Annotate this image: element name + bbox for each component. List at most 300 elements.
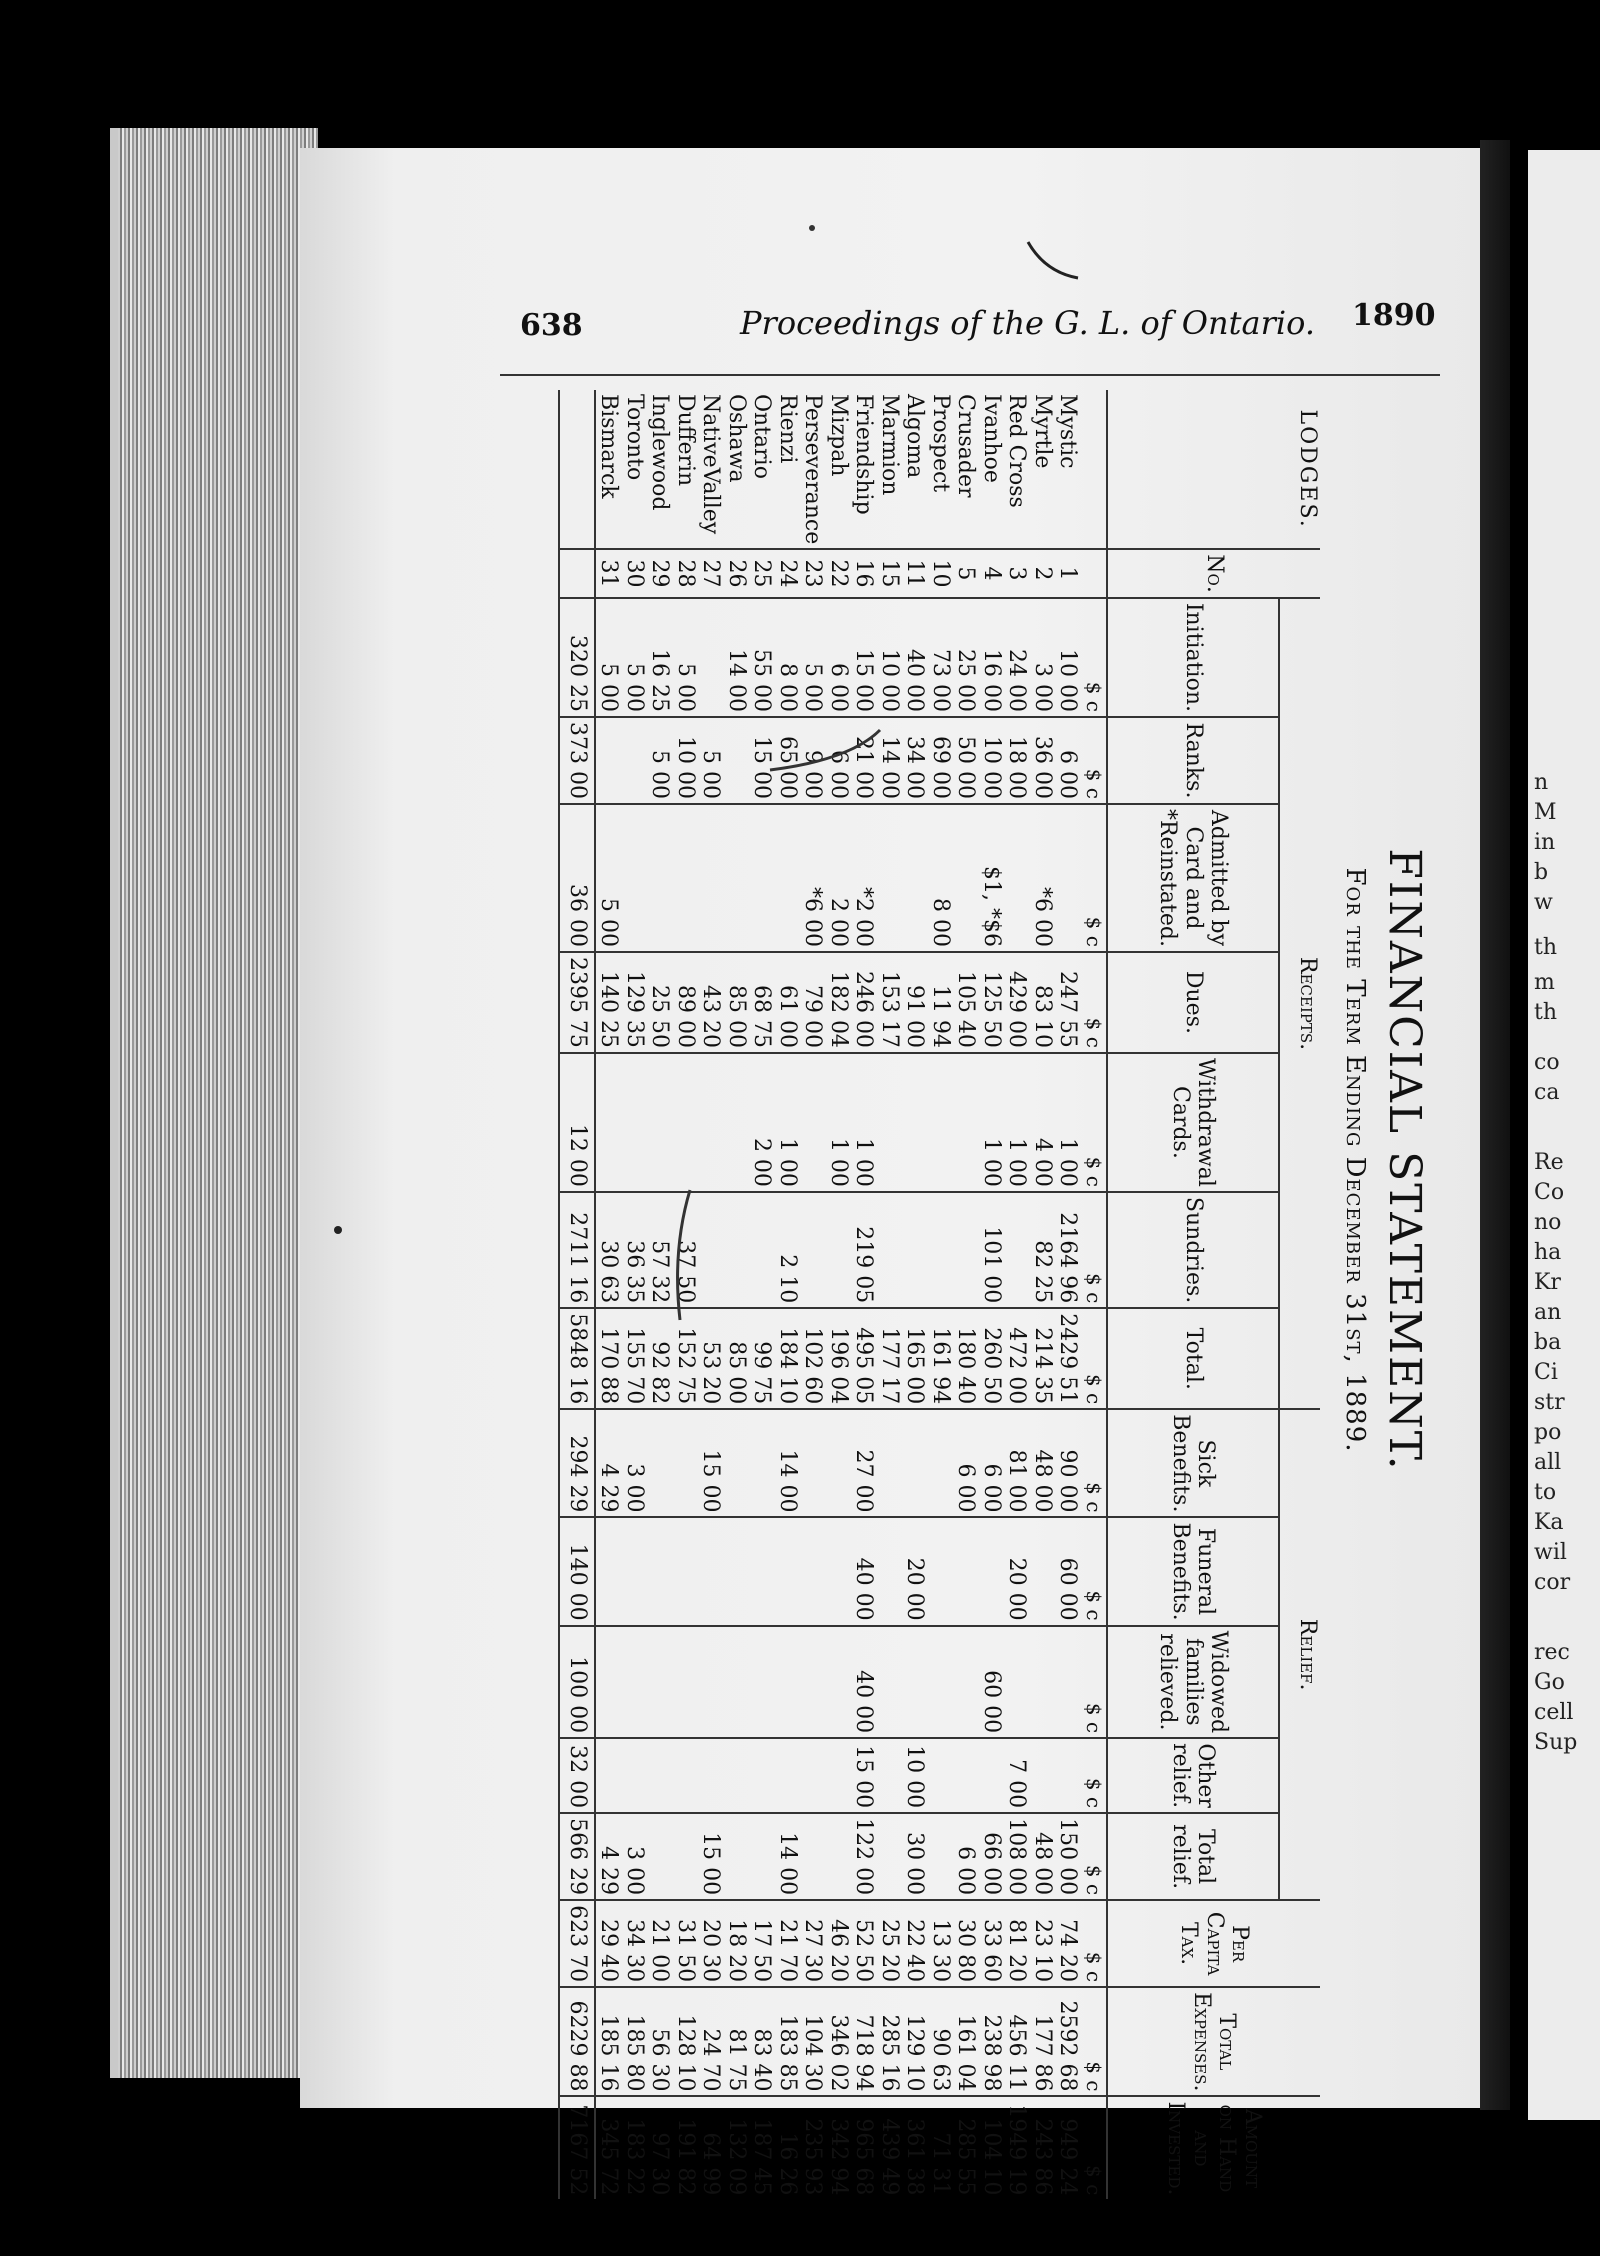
cell-dues: 125 50 <box>979 952 1005 1053</box>
total-initiation: 320 25 <box>560 598 596 717</box>
page-year: 1890 <box>1352 298 1436 333</box>
cell-total: 260 50 <box>979 1308 1005 1409</box>
cell-sick <box>647 1409 673 1517</box>
cell-other <box>800 1738 826 1813</box>
cell-sick: 6 00 <box>953 1409 979 1517</box>
cell-initiation: 25 00 <box>953 598 979 717</box>
next-page-fragment <box>1528 150 1600 2120</box>
cell-ranks: 5 00 <box>647 717 673 804</box>
cell-ranks: 9 00 <box>800 717 826 804</box>
cell-sundries: 37 50 <box>673 1192 699 1308</box>
lodge-name: Toronto <box>622 394 647 481</box>
unit-label: $ c <box>1081 598 1108 717</box>
cell-per-capita: 23 10 <box>1030 1900 1056 1987</box>
next-page-text: in <box>1534 830 1556 855</box>
cell-on-hand: 183 22 <box>622 2096 648 2199</box>
table-row <box>953 390 979 2199</box>
cell-ranks: 6 00 <box>1055 717 1081 804</box>
cell-widowed <box>698 1626 724 1739</box>
cell-dues: 61 00 <box>775 952 801 1053</box>
cell-initiation: 6 00 <box>826 598 852 717</box>
cell-funeral <box>800 1517 826 1625</box>
unit-label: $ c <box>1081 1813 1108 1900</box>
cell-funeral <box>1030 1517 1056 1625</box>
next-page-text: M <box>1534 800 1557 825</box>
cell-total-relief: 6 00 <box>953 1813 979 1900</box>
cell-on-hand: 71 31 <box>928 2096 954 2199</box>
cell-sundries <box>800 1192 826 1308</box>
lodge-name: NativeValley <box>698 394 724 535</box>
cell-total: 161 94 <box>928 1308 954 1409</box>
table-row <box>775 390 801 2199</box>
cell-widowed <box>953 1626 979 1739</box>
cell-sundries: 219 05 <box>851 1192 877 1308</box>
col-on-hand: Amount on Hand and Invested. <box>1107 2096 1320 2199</box>
cell-funeral <box>877 1517 903 1625</box>
cell-widowed <box>749 1626 775 1739</box>
header-rule <box>500 374 1440 376</box>
cell-on-hand: 97 30 <box>647 2096 673 2199</box>
cell-sundries: 36 35 <box>622 1192 648 1308</box>
cell-sundries <box>877 1192 903 1308</box>
cell-dues: 85 00 <box>724 952 750 1053</box>
cell-admitted <box>877 804 903 952</box>
table-row <box>595 390 622 2199</box>
cell-other <box>673 1738 699 1813</box>
cell-dues: 129 35 <box>622 952 648 1053</box>
cell-per-capita: 25 20 <box>877 1900 903 1987</box>
cell-total-relief <box>928 1813 954 1900</box>
cell-ranks: 5 00 <box>698 717 724 804</box>
cell-per-capita: 18 20 <box>724 1900 750 1987</box>
lodge-number: 5 <box>953 549 979 598</box>
cell-on-hand: 16 26 <box>775 2096 801 2199</box>
cell-funeral: 20 00 <box>902 1517 928 1625</box>
col-funeral: Funeral Benefits. <box>1107 1517 1279 1625</box>
financial-statement <box>410 380 1450 2196</box>
col-no: No. <box>1107 549 1320 598</box>
next-page-text: po <box>1534 1420 1562 1445</box>
cell-per-capita: 27 30 <box>800 1900 826 1987</box>
total-ranks: 373 00 <box>560 717 596 804</box>
col-sick: Sick Benefits. <box>1107 1409 1279 1517</box>
total-sick: 294 29 <box>560 1409 596 1517</box>
cell-sundries: 30 63 <box>595 1192 622 1308</box>
cell-admitted <box>1055 804 1081 952</box>
cell-admitted <box>775 804 801 952</box>
cell-withdrawal: 1 00 <box>979 1053 1005 1192</box>
cell-admitted <box>902 804 928 952</box>
cell-total: 495 05 <box>851 1308 877 1409</box>
cell-sick: 3 00 <box>622 1409 648 1517</box>
lodge-number: 30 <box>622 549 648 598</box>
next-page-text: th <box>1534 935 1558 960</box>
cell-widowed <box>902 1626 928 1739</box>
cell-ranks: 21 00 <box>851 717 877 804</box>
cell-total: 196 04 <box>826 1308 852 1409</box>
col-expenses: Total Expenses. <box>1107 1987 1320 2096</box>
table-row <box>1055 390 1081 2199</box>
cell-on-hand: 243 86 <box>1030 2096 1056 2199</box>
cell-initiation: 5 00 <box>622 598 648 717</box>
cell-funeral <box>775 1517 801 1625</box>
cell-expenses: 81 75 <box>724 1987 750 2096</box>
cell-dues: 153 17 <box>877 952 903 1053</box>
cell-widowed: 40 00 <box>851 1626 877 1739</box>
total-sundries: 2711 16 <box>560 1192 596 1308</box>
lodge-name: Oshawa <box>724 394 749 483</box>
cell-dues: 79 00 <box>800 952 826 1053</box>
cell-on-hand: 949 24 <box>1055 2096 1081 2199</box>
next-page-text: no <box>1534 1210 1562 1235</box>
table-row <box>1030 390 1056 2199</box>
cell-widowed <box>724 1626 750 1739</box>
cell-expenses: 90 63 <box>928 1987 954 2096</box>
cell-initiation: 16 25 <box>647 598 673 717</box>
relief-heading: Relief. <box>1279 1409 1320 1900</box>
cell-per-capita: 21 00 <box>647 1900 673 1987</box>
next-page-text: to <box>1534 1480 1557 1505</box>
unit-label: $ c <box>1081 1987 1108 2096</box>
unit-label: $ c <box>1081 1517 1108 1625</box>
total-widowed: 100 00 <box>560 1626 596 1739</box>
cell-funeral <box>953 1517 979 1625</box>
cell-sick: 48 00 <box>1030 1409 1056 1517</box>
next-page-text: Re <box>1534 1150 1564 1175</box>
cell-ranks: 6 00 <box>826 717 852 804</box>
table-row <box>800 390 826 2199</box>
cell-other <box>647 1738 673 1813</box>
cell-admitted <box>698 804 724 952</box>
cell-initiation: 3 00 <box>1030 598 1056 717</box>
next-page-text: ca <box>1534 1080 1560 1105</box>
table-row <box>1004 390 1030 2199</box>
cell-sick: 81 00 <box>1004 1409 1030 1517</box>
next-page-text: cell <box>1534 1700 1574 1725</box>
next-page-text: ba <box>1534 1330 1562 1355</box>
total-per-capita: 623 70 <box>560 1900 596 1987</box>
cell-admitted <box>673 804 699 952</box>
cell-ranks <box>724 717 750 804</box>
cell-on-hand: 104 10 <box>979 2096 1005 2199</box>
cell-initiation: 15 00 <box>851 598 877 717</box>
cell-sick: 4 29 <box>595 1409 622 1517</box>
lodges-heading: LODGES. <box>1107 390 1320 549</box>
cell-total: 184 10 <box>775 1308 801 1409</box>
unit-label: $ c <box>1081 1192 1108 1308</box>
lodge-name: Ivanhoe <box>979 394 1004 483</box>
next-page-text: n <box>1534 770 1549 795</box>
cell-other <box>1030 1738 1056 1813</box>
cell-expenses: 285 16 <box>877 1987 903 2096</box>
cell-other <box>595 1738 622 1813</box>
cell-withdrawal: 1 00 <box>826 1053 852 1192</box>
lodge-number: 16 <box>851 549 877 598</box>
page-header <box>520 298 1436 348</box>
cell-total-relief <box>749 1813 775 1900</box>
cell-widowed <box>928 1626 954 1739</box>
cell-other <box>953 1738 979 1813</box>
cell-total: 214 35 <box>1030 1308 1056 1409</box>
lodge-number: 24 <box>775 549 801 598</box>
lodge-number: 11 <box>902 549 928 598</box>
cell-per-capita: 30 80 <box>953 1900 979 1987</box>
cell-admitted <box>647 804 673 952</box>
cell-total: 472 00 <box>1004 1308 1030 1409</box>
table-row <box>622 390 648 2199</box>
cell-withdrawal: 1 00 <box>1055 1053 1081 1192</box>
cell-per-capita: 46 20 <box>826 1900 852 1987</box>
cell-on-hand: 285 55 <box>953 2096 979 2199</box>
cell-withdrawal <box>622 1053 648 1192</box>
lodge-name: Red Cross <box>1004 394 1030 508</box>
cell-widowed <box>1030 1626 1056 1739</box>
cell-ranks: 14 00 <box>877 717 903 804</box>
table-body <box>560 390 1108 2199</box>
cell-withdrawal: 1 00 <box>851 1053 877 1192</box>
cell-other <box>749 1738 775 1813</box>
cell-ranks <box>622 717 648 804</box>
cell-total: 155 70 <box>622 1308 648 1409</box>
cell-admitted <box>724 804 750 952</box>
cell-total-relief <box>826 1813 852 1900</box>
cell-widowed <box>673 1626 699 1739</box>
cell-sundries <box>724 1192 750 1308</box>
cell-sundries <box>953 1192 979 1308</box>
cell-sundries <box>698 1192 724 1308</box>
cell-widowed <box>775 1626 801 1739</box>
total-total: 5848 16 <box>560 1308 596 1409</box>
cell-other <box>979 1738 1005 1813</box>
lodge-name: Rienzi <box>775 394 800 464</box>
total-dues: 2395 75 <box>560 952 596 1053</box>
cell-total-relief: 14 00 <box>775 1813 801 1900</box>
cell-sick <box>800 1409 826 1517</box>
unit-label: $ c <box>1081 1053 1108 1192</box>
col-sundries: Sundries. <box>1107 1192 1279 1308</box>
next-page-text: Kr <box>1534 1270 1561 1295</box>
lodge-name: Prospect <box>928 394 953 493</box>
table-row <box>647 390 673 2199</box>
cell-expenses: 104 30 <box>800 1987 826 2096</box>
receipts-heading: Receipts. <box>1279 598 1320 1409</box>
statement-title: FINANCIAL STATEMENT. <box>1379 848 1430 1472</box>
cell-sundries: 101 00 <box>979 1192 1005 1308</box>
cell-withdrawal <box>595 1053 622 1192</box>
cell-expenses: 177 86 <box>1030 1987 1056 2096</box>
cell-total: 85 00 <box>724 1308 750 1409</box>
table-row <box>698 390 724 2199</box>
cell-dues: 89 00 <box>673 952 699 1053</box>
cell-admitted: 5 00 <box>595 804 622 952</box>
cell-per-capita: 17 50 <box>749 1900 775 1987</box>
cell-total: 165 00 <box>902 1308 928 1409</box>
cell-total-relief <box>647 1813 673 1900</box>
cell-total-relief: 30 00 <box>902 1813 928 1900</box>
cell-per-capita: 52 50 <box>851 1900 877 1987</box>
lodge-number: 10 <box>928 549 954 598</box>
table-row <box>979 390 1005 2199</box>
total-expenses: 6229 88 <box>560 1987 596 2096</box>
cell-sick <box>877 1409 903 1517</box>
cell-admitted: *6 00 <box>1030 804 1056 952</box>
cell-sundries <box>902 1192 928 1308</box>
cell-initiation: 8 00 <box>775 598 801 717</box>
total-other: 32 00 <box>560 1738 596 1813</box>
cell-funeral <box>698 1517 724 1625</box>
cell-funeral <box>979 1517 1005 1625</box>
next-page-text: rec <box>1534 1640 1570 1665</box>
cell-expenses: 24 70 <box>698 1987 724 2096</box>
lodge-number: 29 <box>647 549 673 598</box>
cell-total: 152 75 <box>673 1308 699 1409</box>
cell-funeral <box>622 1517 648 1625</box>
statement-subtitle: For the Term Ending December 31st, 1889. <box>1340 867 1370 1453</box>
cell-withdrawal: 1 00 <box>1004 1053 1030 1192</box>
cell-withdrawal <box>902 1053 928 1192</box>
cell-sick <box>826 1409 852 1517</box>
lodge-number: 31 <box>595 549 622 598</box>
cell-initiation <box>698 598 724 717</box>
cell-widowed <box>1004 1626 1030 1739</box>
cell-initiation: 5 00 <box>800 598 826 717</box>
next-page-text: co <box>1534 1050 1560 1075</box>
lodge-number: 22 <box>826 549 852 598</box>
cell-initiation: 24 00 <box>1004 598 1030 717</box>
cell-per-capita: 31 50 <box>673 1900 699 1987</box>
cell-on-hand: 361 38 <box>902 2096 928 2199</box>
cell-sick: 14 00 <box>775 1409 801 1517</box>
cell-sundries: 82 25 <box>1030 1192 1056 1308</box>
col-per-capita: Per Capita Tax. <box>1107 1900 1320 1987</box>
cell-ranks: 15 00 <box>749 717 775 804</box>
cell-expenses: 128 10 <box>673 1987 699 2096</box>
cell-withdrawal <box>647 1053 673 1192</box>
cell-sundries <box>928 1192 954 1308</box>
cell-withdrawal: 2 00 <box>749 1053 775 1192</box>
cell-widowed <box>1055 1626 1081 1739</box>
cell-widowed <box>647 1626 673 1739</box>
book-page-edges <box>110 128 318 2078</box>
cell-sundries <box>826 1192 852 1308</box>
col-other: Other relief. <box>1107 1738 1279 1813</box>
next-page-text: m <box>1534 970 1555 995</box>
cell-expenses: 83 40 <box>749 1987 775 2096</box>
next-page-text: th <box>1534 1000 1558 1025</box>
cell-widowed: 60 00 <box>979 1626 1005 1739</box>
cell-admitted: 8 00 <box>928 804 954 952</box>
cell-funeral <box>724 1517 750 1625</box>
col-dues: Dues. <box>1107 952 1279 1053</box>
next-page-text: Go <box>1534 1670 1565 1695</box>
cell-sick: 15 00 <box>698 1409 724 1517</box>
lodge-number: 1 <box>1055 549 1081 598</box>
cell-expenses: 56 30 <box>647 1987 673 2096</box>
cell-withdrawal <box>724 1053 750 1192</box>
cell-total-relief: 66 00 <box>979 1813 1005 1900</box>
col-admitted: Admitted by Card and *Reinstated. <box>1107 804 1279 952</box>
next-page-text: ha <box>1534 1240 1562 1265</box>
cell-per-capita: 34 30 <box>622 1900 648 1987</box>
next-page-text: wil <box>1534 1540 1567 1565</box>
cell-admitted: 2 00 <box>826 804 852 952</box>
cell-per-capita: 13 30 <box>928 1900 954 1987</box>
cell-other <box>724 1738 750 1813</box>
cell-admitted <box>1004 804 1030 952</box>
cell-total: 177 17 <box>877 1308 903 1409</box>
cell-on-hand: 64 99 <box>698 2096 724 2199</box>
cell-ranks: 10 00 <box>979 717 1005 804</box>
total-on-hand: 7167 52 <box>560 2096 596 2199</box>
next-page-text: cor <box>1534 1570 1571 1595</box>
cell-on-hand: 1949 19 <box>1004 2096 1030 2199</box>
lodge-number: 27 <box>698 549 724 598</box>
cell-dues: 11 94 <box>928 952 954 1053</box>
unit-label: $ c <box>1081 1626 1108 1739</box>
cell-total-relief: 3 00 <box>622 1813 648 1900</box>
next-page-text: b <box>1534 860 1549 885</box>
cell-other: 15 00 <box>851 1738 877 1813</box>
lodge-number: 4 <box>979 549 1005 598</box>
cell-total-relief: 4 29 <box>595 1813 622 1900</box>
cell-total-relief: 108 00 <box>1004 1813 1030 1900</box>
col-widowed: Widowed families relieved. <box>1107 1626 1279 1739</box>
cell-widowed <box>826 1626 852 1739</box>
cell-expenses: 346 02 <box>826 1987 852 2096</box>
table-row <box>851 390 877 2199</box>
cell-initiation: 10 00 <box>877 598 903 717</box>
cell-initiation: 10 00 <box>1055 598 1081 717</box>
cell-dues: 91 00 <box>902 952 928 1053</box>
cell-funeral <box>749 1517 775 1625</box>
cell-initiation: 40 00 <box>902 598 928 717</box>
cell-withdrawal <box>953 1053 979 1192</box>
cell-other <box>1055 1738 1081 1813</box>
cell-total: 102 60 <box>800 1308 826 1409</box>
cell-per-capita: 33 60 <box>979 1900 1005 1987</box>
cell-dues: 246 00 <box>851 952 877 1053</box>
lodge-name: Mystic <box>1055 394 1081 469</box>
total-total-relief: 566 29 <box>560 1813 596 1900</box>
cell-ranks: 69 00 <box>928 717 954 804</box>
col-initiation: Initiation. <box>1107 598 1279 717</box>
cell-dues: 83 10 <box>1030 952 1056 1053</box>
cell-withdrawal <box>698 1053 724 1192</box>
unit-label: $ c <box>1081 1409 1108 1517</box>
cell-expenses: 183 85 <box>775 1987 801 2096</box>
cell-on-hand: 187 45 <box>749 2096 775 2199</box>
cell-ranks: 34 00 <box>902 717 928 804</box>
page-number: 638 <box>520 308 583 343</box>
cell-expenses: 161 04 <box>953 1987 979 2096</box>
cell-on-hand: 439 49 <box>877 2096 903 2199</box>
total-admitted: 36 00 <box>560 804 596 952</box>
cell-total-relief: 48 00 <box>1030 1813 1056 1900</box>
cell-sick: 27 00 <box>851 1409 877 1517</box>
lodge-number: 28 <box>673 549 699 598</box>
lodge-name: Perseverance <box>800 394 826 545</box>
cell-initiation: 14 00 <box>724 598 750 717</box>
lodge-number: 2 <box>1030 549 1056 598</box>
cell-widowed <box>800 1626 826 1739</box>
cell-expenses: 2592 68 <box>1055 1987 1081 2096</box>
cell-ranks: 65 00 <box>775 717 801 804</box>
cell-admitted <box>953 804 979 952</box>
lodge-name: Bismarck <box>596 394 622 499</box>
lodge-name: Marmion <box>877 394 902 496</box>
cell-on-hand: 132 09 <box>724 2096 750 2199</box>
cell-ranks: 18 00 <box>1004 717 1030 804</box>
